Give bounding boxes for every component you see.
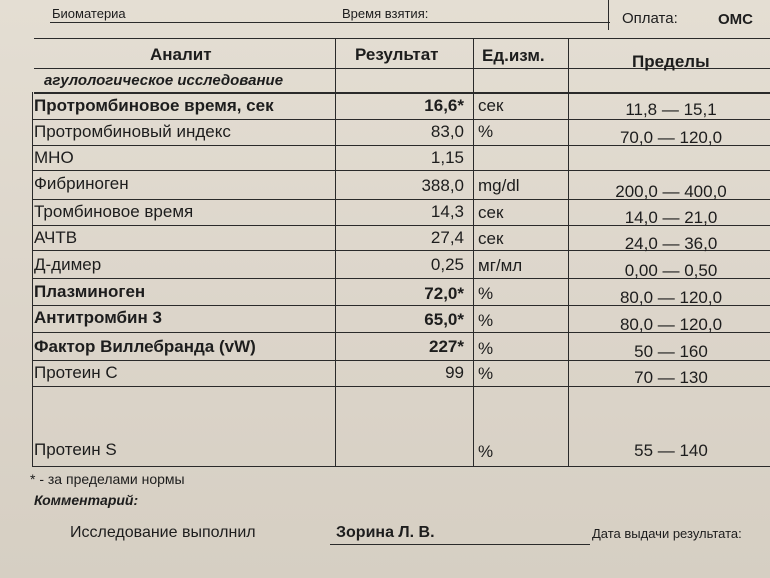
col-divider-left [32,92,33,466]
analyte-unit: % [478,364,494,383]
footnote: * - за пределами нормы [30,471,185,487]
analyte-name: Фактор Виллебранда (vW) [34,337,256,356]
table-bottom-rule [32,466,770,467]
analyte-result: 0,25 [430,255,464,274]
analyte-name: Протеин С [34,363,118,382]
analyte-result: 16,6* [424,96,464,115]
analyte-range: 80,0 — 120,0 [619,288,723,307]
analyte-name: Фибриноген [34,174,129,193]
analyte-unit: % [478,442,494,461]
analyte-name: АЧТВ [34,228,78,247]
analyte-range: 14,0 — 21,0 [624,208,718,227]
analyte-unit: % [478,311,494,330]
analyte-range: 70,0 — 120,0 [619,128,723,147]
signature-line [330,544,590,545]
performed-by-name: Зорина Л. В. [336,524,435,541]
analyte-range: 80,0 — 120,0 [619,315,723,334]
analyte-name: Д-димер [34,255,102,274]
col-divider-result [335,38,336,466]
analyte-result: 14,3 [430,202,464,221]
analyte-name: Антитромбин 3 [34,308,162,327]
analyte-unit: % [478,122,494,141]
column-header-unit: Ед.изм. [482,46,545,65]
performed-by-label: Исследование выполнил [70,524,256,541]
analyte-unit: мг/мл [478,256,523,275]
row-rule [32,170,770,171]
header-divider [608,0,609,30]
table-section-rule [34,92,770,94]
analyte-name: Протромбиновый индекс [34,122,231,141]
analyte-unit: сек [478,96,504,115]
analyte-result: 83,0 [430,122,464,141]
column-header-range: Пределы [632,52,710,71]
col-divider-range [568,38,569,466]
analyte-unit: % [478,284,494,303]
section-title: агулологическое исследование [44,72,284,89]
analyte-range: 24,0 — 36,0 [624,234,718,253]
analyte-unit: сек [478,203,504,222]
analyte-name: Тромбиновое время [34,202,194,221]
analyte-result: 388,0 [421,176,464,195]
comment-label: Комментарий: [34,492,139,508]
analyte-range: 50 — 160 [634,342,708,361]
analyte-result: 99 [445,363,464,382]
analyte-range: 55 — 140 [634,441,708,460]
col-divider-unit [473,38,474,466]
table-top-rule [34,38,770,39]
issue-date-label: Дата выдачи результата: [592,526,742,541]
analyte-result: 1,15 [430,148,464,167]
analyte-name: МНО [34,148,74,167]
analyte-range: 200,0 — 400,0 [615,182,727,201]
sampling-time-label: Время взятия: [342,6,429,21]
analyte-name: Протеин S [34,440,117,459]
analyte-result: 227* [429,337,464,356]
header-underline [50,22,610,23]
analyte-name: Протромбиновое время, сек [34,96,274,115]
biomaterial-label: Биоматериа [52,6,126,21]
analyte-range: 0,00 — 0,50 [624,261,718,280]
payment-label: Оплата: [622,10,678,27]
analyte-result: 65,0* [424,310,464,329]
analyte-unit: % [478,339,494,358]
analyte-unit: сек [478,229,504,248]
analyte-name: Плазминоген [34,282,146,301]
column-header-analyte: Аналит [150,45,212,64]
analyte-range: 11,8 — 15,1 [625,100,717,119]
payment-value: ОМС [718,11,753,28]
analyte-unit: mg/dl [478,176,520,195]
column-header-result: Результат [355,45,439,64]
analyte-result: 27,4 [430,228,464,247]
analyte-result: 72,0* [424,284,464,303]
analyte-range: 70 — 130 [634,368,708,387]
